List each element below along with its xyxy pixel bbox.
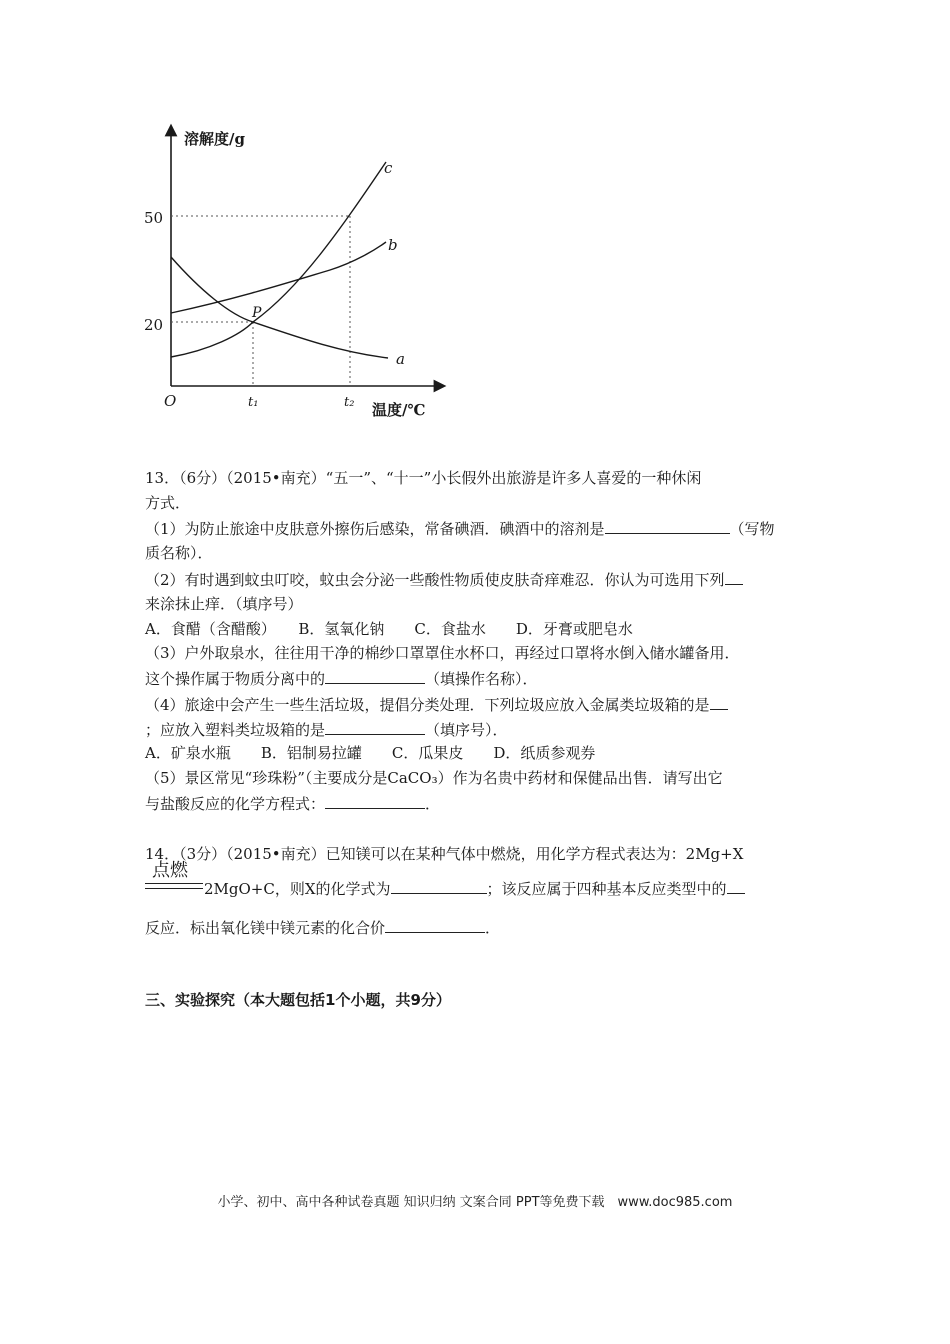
q13-header: 13．（6分）（2015•南充）“五一”、“十一”小长假外出旅游是许多人喜爱的一种休闲 [145, 469, 702, 487]
curve-c-label: c [384, 159, 393, 177]
x-tick-t2: t₂ [344, 395, 355, 410]
q13-part1 [145, 518, 775, 539]
q13-part1-cont: 质名称）． [145, 544, 213, 562]
q13-p5-blank[interactable] [325, 793, 425, 809]
point-p-label: P [252, 305, 262, 321]
q13-part5-cont [145, 793, 440, 814]
x-tick-t1: t₁ [248, 395, 259, 410]
y-tick-50: 50 [144, 209, 164, 227]
q14-type-blank[interactable] [727, 878, 745, 894]
q13-p4-blank-metal[interactable] [710, 694, 728, 710]
q13-part2-options: A．食醋（含醋酸） B．氢氧化钠 C．食盐水 D．牙膏或肥皂水 [145, 620, 633, 638]
q14-l2-text: 2MgO+C，则X的化学式为 [204, 880, 391, 898]
q13-part2-cont: 来涂抹止痒．（填序号） [145, 595, 303, 613]
q13-p3-blank[interactable] [325, 668, 425, 684]
q14-equals-sign [145, 883, 203, 889]
q13-p5-end: ． [425, 795, 441, 813]
q13-part4-cont [145, 719, 508, 740]
q14-header: 14．（3分）（2015•南充）已知镁可以在某种气体中燃烧，用化学方程式表达为：2Mg+X [145, 845, 744, 863]
q14-l3-end: ． [485, 919, 501, 937]
curve-a [171, 257, 388, 358]
y-axis-label: 溶解度/g [184, 130, 245, 148]
q13-p5-text: 与盐酸反应的化学方程式： [145, 795, 326, 813]
q13-part2 [145, 569, 743, 590]
q14-l2-text2: ；该反应属于四种基本反应类型中的 [486, 880, 727, 898]
section-heading: 三、实验探究（本大题包括1个小题，共9分） [145, 991, 451, 1009]
q13-p4-blank-plastic[interactable] [325, 719, 425, 735]
q14-valence-blank[interactable] [385, 917, 485, 933]
q13-part5: （5）景区常见“珍珠粉”（主要成分是CaCO₃）作为名贵中药材和保健品出售．请写出它 [145, 769, 723, 787]
q14-line3 [145, 917, 500, 938]
q14-condition-label: 点燃 [152, 860, 188, 881]
solubility-chart [140, 120, 460, 430]
q14-formula-blank[interactable] [391, 878, 487, 894]
y-tick-20: 20 [144, 316, 164, 334]
q13-p1-blank[interactable] [605, 518, 730, 534]
q13-part4-options: A．矿泉水瓶 B．铝制易拉罐 C．瓜果皮 D．纸质参观券 [145, 744, 596, 762]
curve-a-label: a [396, 350, 405, 368]
q13-header-cont: 方式． [145, 494, 191, 512]
q14-line2 [204, 878, 745, 899]
q13-part4 [145, 694, 728, 715]
q13-part3-cont [145, 668, 538, 689]
q13-p4-hint: （填序号）． [425, 721, 508, 739]
curve-b [171, 242, 386, 313]
q13-p1-text: （1）为防止旅途中皮肤意外擦伤后感染，常备碘酒．碘酒中的溶剂是 [145, 520, 605, 538]
q13-part3: （3）户外取泉水，往往用干净的棉纱口罩罩住水杯口，再经过口罩将水倒入储水罐备用． [145, 644, 740, 662]
origin-label: O [164, 392, 177, 410]
curve-b-label: b [388, 236, 398, 254]
q13-p2-text: （2）有时遇到蚊虫叮咬，蚊虫会分泌一些酸性物质使皮肤奇痒难忍．你认为可选用下列 [145, 571, 725, 589]
footer: 小学、初中、高中各种试卷真题 知识归纳 文案合同 PPT等免费下载 www.doc985.com [217, 1195, 733, 1210]
q13-p4-text2: ；应放入塑料类垃圾箱的是 [145, 721, 326, 739]
q13-p3-text: 这个操作属于物质分离中的 [145, 670, 326, 688]
x-axis-label: 温度/℃ [372, 401, 426, 419]
q13-p1-hint: （写物 [729, 520, 775, 538]
q13-p4-text: （4）旅途中会产生一些生活垃圾，提倡分类处理．下列垃圾应放入金属类垃圾箱的是 [145, 696, 710, 714]
q13-p2-blank[interactable] [725, 569, 743, 585]
q14-l3-text: 反应．标出氧化镁中镁元素的化合价 [145, 919, 386, 937]
q13-p3-hint: （填操作名称）． [425, 670, 538, 688]
curve-c [171, 162, 386, 357]
